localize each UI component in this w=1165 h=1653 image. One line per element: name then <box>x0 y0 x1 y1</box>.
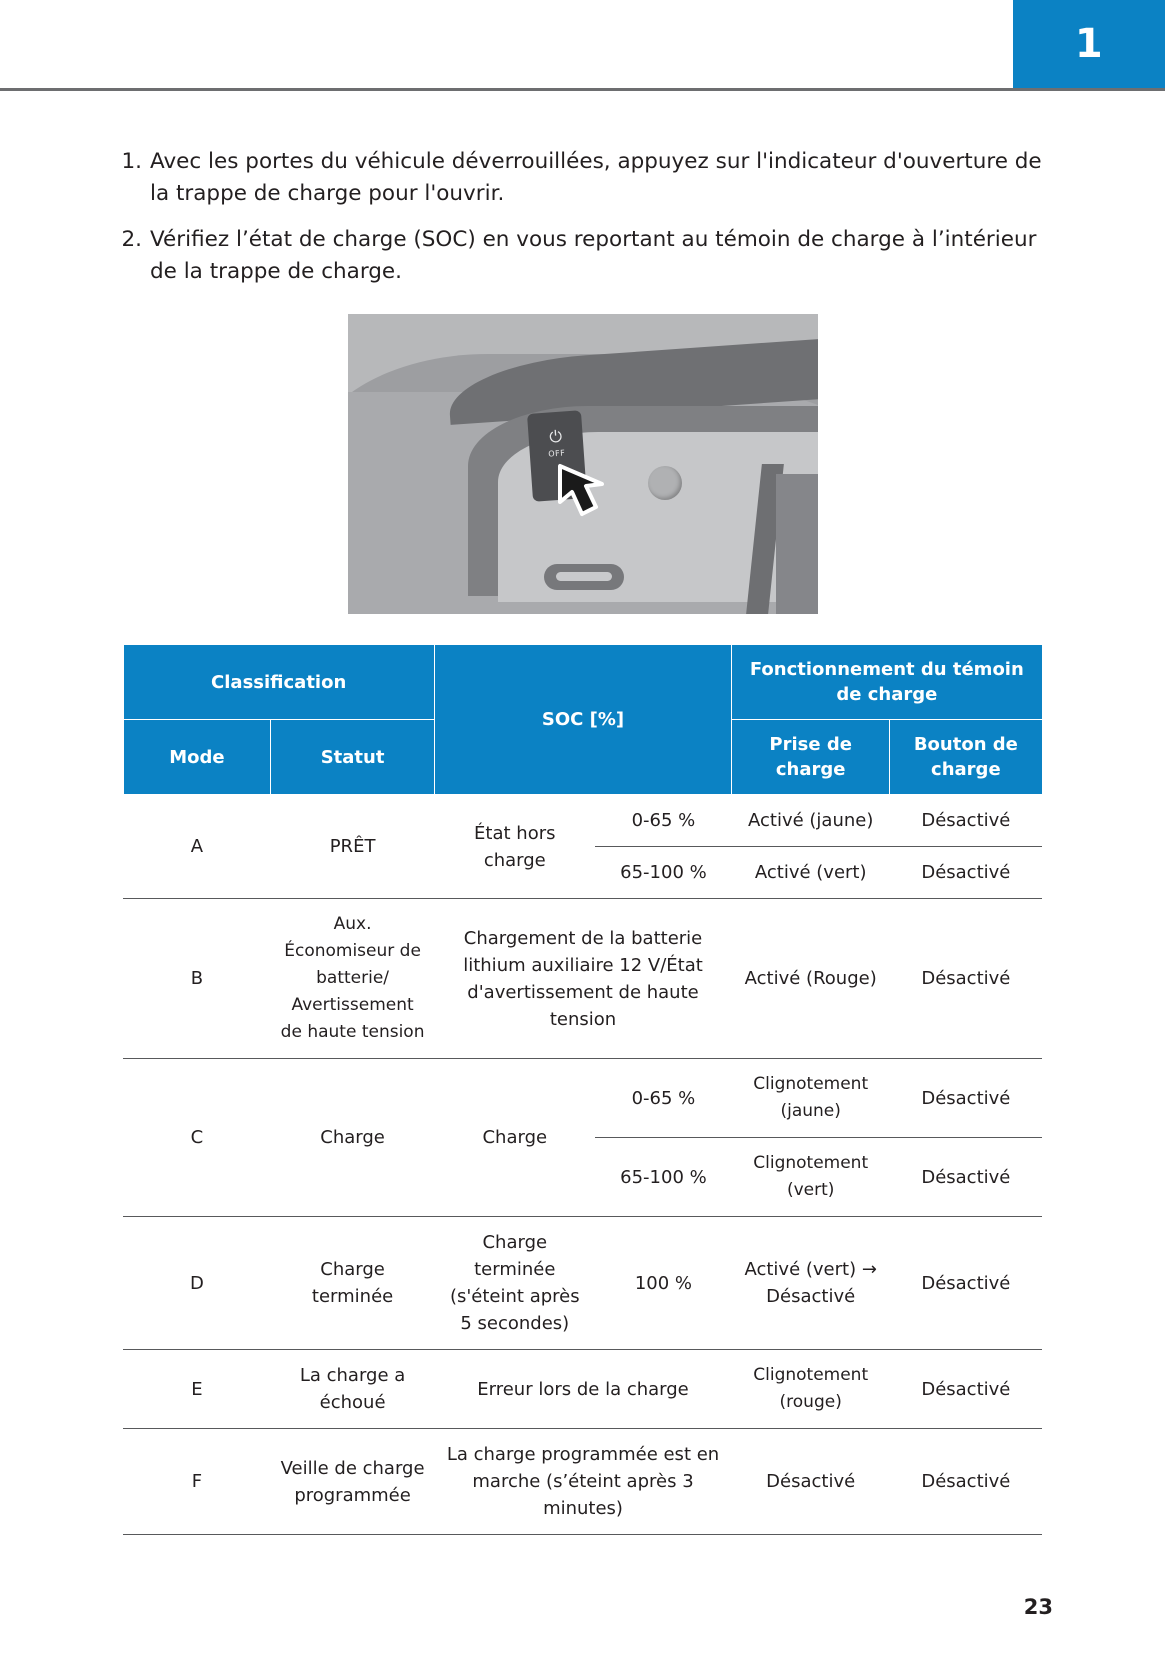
table-body <box>123 795 1042 1535</box>
table-header-row <box>123 645 1042 720</box>
cell-statut: Charge <box>271 1059 435 1217</box>
cell-bouton: Désactivé <box>890 847 1042 899</box>
cell-statut: La charge a échoué <box>271 1350 435 1429</box>
cell-bouton: Désactivé <box>890 1217 1042 1350</box>
charge-off-icon: ⏻ OFF <box>540 427 573 467</box>
cell-prise: Activé (Rouge) <box>732 899 890 1059</box>
cell-prise: Clignotement (jaune) <box>732 1059 890 1138</box>
page-header <box>0 0 1165 88</box>
cell-prise: Activé (vert) → Désactivé <box>732 1217 890 1350</box>
step-number: 2. <box>121 227 142 252</box>
table-row <box>123 795 1042 847</box>
cell-mode: E <box>123 1350 271 1429</box>
cell-soc-state: Charge <box>434 1059 595 1217</box>
cell-bouton: Désactivé <box>890 899 1042 1059</box>
table-row <box>123 899 1042 1059</box>
cell-mode: D <box>123 1217 271 1350</box>
cell-prise: Activé (jaune) <box>732 795 890 847</box>
header-statut: Statut <box>271 720 435 795</box>
cell-soc-state: Chargement de la batterie lithium auxiliaire 12 V/État d'avertissement de haute tension <box>434 899 731 1059</box>
cell-soc-state: Charge terminée (s'éteint après 5 secondes) <box>434 1217 595 1350</box>
cell-prise: Clignotement (rouge) <box>732 1350 890 1429</box>
cell-soc-state: Erreur lors de la charge <box>434 1350 731 1429</box>
table-row <box>123 1059 1042 1138</box>
cell-soc-state: État hors charge <box>434 795 595 899</box>
cell-statut: PRÊT <box>271 795 435 899</box>
cell-mode: C <box>123 1059 271 1217</box>
cell-statut: Aux. Économiseur de batterie/ Avertissement de haute tension <box>271 899 435 1059</box>
illustration-edge-outer <box>776 474 818 614</box>
cell-prise: Désactivé <box>732 1429 890 1535</box>
header-bouton: Bouton de charge <box>890 720 1042 795</box>
list-item <box>112 224 1053 288</box>
header-mode: Mode <box>123 720 271 795</box>
soc-table <box>123 644 1043 1535</box>
cell-pct: 0-65 % <box>595 1059 731 1138</box>
cell-mode: F <box>123 1429 271 1535</box>
cell-pct: 65-100 % <box>595 847 731 899</box>
cell-bouton: Désactivé <box>890 1059 1042 1138</box>
table-header <box>123 645 1042 795</box>
cell-mode: A <box>123 795 271 899</box>
header-operation: Fonctionnement du témoin de charge <box>732 645 1042 720</box>
cell-bouton: Désactivé <box>890 795 1042 847</box>
step-text: Avec les portes du véhicule déverrouillées, appuyez sur l'indicateur d'ouverture de la trappe de charge pour l'ouvrir. <box>150 149 1042 206</box>
cell-bouton: Désactivé <box>890 1138 1042 1217</box>
header-classification: Classification <box>123 645 434 720</box>
step-number: 1. <box>121 149 142 174</box>
step-text: Vérifiez l’état de charge (SOC) en vous reportant au témoin de charge à l’intérieur de la trappe de charge. <box>150 227 1037 284</box>
cell-soc-state: La charge programmée est en marche (s’éteint après 3 minutes) <box>434 1429 731 1535</box>
cell-prise: Activé (vert) <box>732 847 890 899</box>
cell-bouton: Désactivé <box>890 1429 1042 1535</box>
charge-off-label: OFF <box>547 448 566 459</box>
cell-pct: 0-65 % <box>595 795 731 847</box>
page-number: 23 <box>1023 1595 1053 1619</box>
header-divider <box>0 88 1165 91</box>
soc-table-wrapper <box>123 644 1043 1535</box>
header-soc: SOC [%] <box>434 645 731 795</box>
page-content <box>0 146 1165 1535</box>
charge-door-illustration <box>348 314 818 614</box>
table-row <box>123 1217 1042 1350</box>
cell-mode: B <box>123 899 271 1059</box>
cell-pct: 65-100 % <box>595 1138 731 1217</box>
cell-statut: Charge terminée <box>271 1217 435 1350</box>
illustration-slot <box>544 564 624 590</box>
chapter-number-tab: 1 <box>1013 0 1165 88</box>
cursor-arrow-icon <box>556 462 626 520</box>
table-row <box>123 1429 1042 1535</box>
table-row <box>123 1350 1042 1429</box>
header-prise: Prise de charge <box>732 720 890 795</box>
list-item <box>112 146 1053 210</box>
cell-statut: Veille de charge programmée <box>271 1429 435 1535</box>
cell-bouton: Désactivé <box>890 1350 1042 1429</box>
cell-prise: Clignotement (vert) <box>732 1138 890 1217</box>
instruction-steps <box>112 146 1053 288</box>
illustration-knob <box>648 466 682 500</box>
cell-pct: 100 % <box>595 1217 731 1350</box>
